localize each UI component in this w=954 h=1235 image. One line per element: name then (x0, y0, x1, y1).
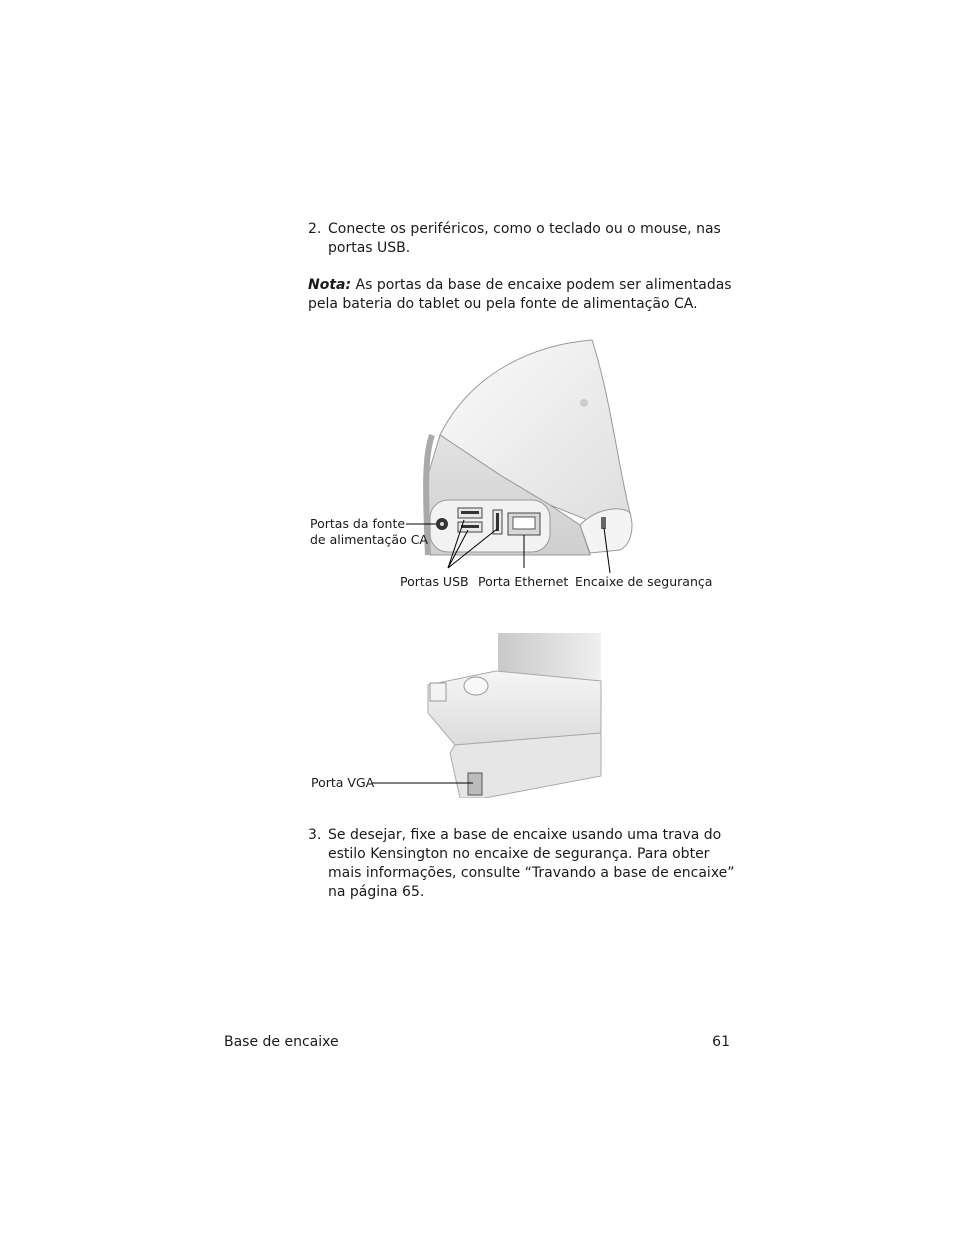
dock-rear-illustration (300, 335, 720, 595)
step-3-number: 3. (308, 827, 322, 843)
note-label: Nota: (308, 277, 352, 293)
label-usb-ports: Portas USB (400, 574, 469, 589)
step-2-text: Conecte os periféricos, como o teclado ou o mouse, nas portas USB. (328, 221, 721, 256)
footer-section-name: Base de encaixe (224, 1034, 339, 1050)
step-2 (308, 220, 738, 260)
note-paragraph (308, 276, 738, 314)
step-2-number: 2. (308, 221, 322, 237)
step-3 (308, 826, 738, 906)
label-power-line-2: de alimentação CA (310, 532, 428, 547)
note-text: As portas da base de encaixe podem ser alimentadas pela bateria do tablet ou pela fonte de alimentação CA. (308, 277, 732, 312)
dock-side-illustration (300, 633, 610, 798)
label-ethernet-port: Porta Ethernet (478, 574, 569, 589)
label-vga-port: Porta VGA (311, 775, 375, 790)
figure-dock-rear (300, 335, 720, 595)
figure-dock-side (300, 633, 610, 798)
label-security-slot: Encaixe de segurança (575, 574, 713, 589)
footer-page-number: 61 (712, 1034, 730, 1050)
step-3-text: Se desejar, fixe a base de encaixe usando uma trava do estilo Kensington no encaixe de segurança. Para obter mais informações, consulte “Travando a base de encaixe” na página 65. (328, 827, 735, 900)
label-power-line-1: Portas da fonte (310, 516, 406, 531)
